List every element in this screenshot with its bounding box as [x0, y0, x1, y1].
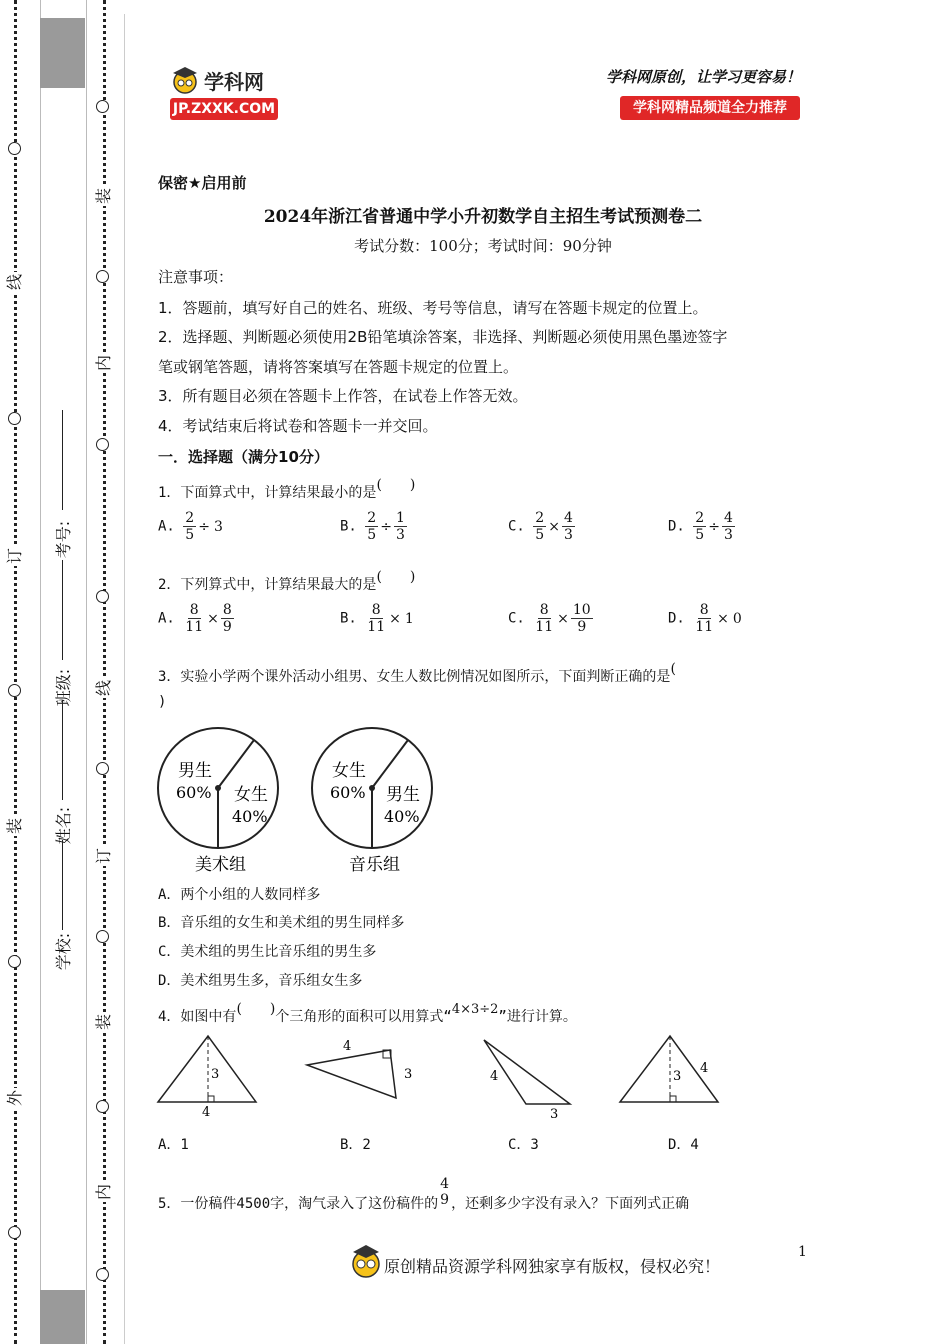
side-label: 3: [550, 1107, 559, 1120]
option-label: A.: [158, 518, 175, 535]
inner-char: 线: [94, 680, 113, 697]
option-label: C.: [508, 518, 525, 535]
question-2: [158, 569, 416, 594]
mascot-icon: [170, 64, 200, 94]
answer-paren-close: ): [158, 694, 167, 710]
answer-paren: ( ): [376, 569, 416, 585]
q2-option-b[interactable]: [340, 602, 416, 635]
numerator: 8: [189, 602, 199, 618]
outer-cut-line: [14, 0, 17, 1344]
triangles-figure: [150, 1030, 730, 1120]
option-label: B.: [340, 518, 357, 535]
logo-name: 学科网: [204, 70, 264, 94]
option-label: B.: [340, 610, 357, 627]
denominator: 5: [535, 527, 545, 543]
exam-no-field[interactable]: [62, 410, 64, 510]
operator: ×: [717, 610, 729, 627]
denominator: 11: [367, 619, 386, 635]
triangle-1: [158, 1036, 256, 1120]
numerator: 2: [695, 510, 705, 526]
operand: 3: [213, 518, 223, 535]
secret-mark: 保密★启用前: [158, 174, 247, 192]
binding-margin: [0, 0, 128, 1344]
pie-charts-figure: [150, 722, 450, 882]
class-label: 班级:: [54, 668, 73, 707]
outer-char: 线: [5, 274, 24, 291]
pie-value: 60%: [330, 783, 366, 802]
binding-circle: [96, 1100, 109, 1113]
numerator: 8: [699, 602, 709, 618]
question-stem: ”进行计算。: [498, 1009, 577, 1025]
operator: ×: [389, 610, 401, 627]
pie-music-group: [312, 728, 432, 875]
q4-option-b[interactable]: B．2: [340, 1137, 371, 1153]
page-title: 2024年浙江省普通中学小升初数学自主招生考试预测卷二: [263, 207, 703, 227]
denominator: 5: [185, 527, 195, 543]
operator: ×: [557, 610, 569, 627]
answer-paren: ( ): [236, 1001, 276, 1017]
denominator: 3: [723, 527, 733, 543]
numerator: 4: [723, 510, 733, 526]
numerator: 8: [539, 602, 549, 618]
q3-option-a[interactable]: A．两个小组的人数同样多: [158, 887, 321, 903]
denominator: 3: [395, 527, 405, 543]
inner-char: 装: [94, 188, 113, 205]
numerator: 4: [440, 1176, 450, 1192]
notice-item: 2．选择题、判断题必须使用2B铅笔填涂答案，非选择、判断题必须使用黑色墨迹签字: [158, 328, 728, 346]
numerator: 2: [367, 510, 377, 526]
answer-paren: ( ): [376, 477, 416, 493]
q1-option-c[interactable]: [508, 510, 575, 543]
operand: 0: [732, 610, 742, 627]
inner-char: 内: [94, 1184, 113, 1201]
question-stem: 1．下面算式中，计算结果最小的是: [158, 485, 377, 501]
option-label: C.: [508, 610, 525, 627]
class-field[interactable]: [62, 560, 64, 660]
denominator: 11: [535, 619, 554, 635]
q1-option-a[interactable]: [158, 510, 225, 543]
denominator: 5: [367, 527, 377, 543]
binding-circle: [96, 100, 109, 113]
copyright-text: 原创精品资源学科网独家享有版权，侵权必究！: [384, 1257, 721, 1276]
question-4: [158, 1001, 577, 1026]
binding-circle: [8, 412, 21, 425]
side-label: 3: [673, 1069, 682, 1084]
denominator: 9: [577, 619, 587, 635]
pie-caption: 美术组: [195, 855, 246, 875]
outer-char: 订: [5, 548, 24, 565]
side-label: 3: [211, 1067, 220, 1082]
notice-title: 注意事项：: [158, 268, 234, 286]
question-1: [158, 477, 416, 502]
operator: ÷: [380, 518, 392, 535]
slogan: 学科网原创，让学习更容易！: [606, 68, 802, 86]
pie-label: 女生: [234, 785, 268, 805]
operator: ×: [548, 518, 560, 535]
pie-label: 女生: [332, 761, 366, 781]
page-number: 1: [798, 1244, 807, 1260]
side-label: 4: [343, 1039, 352, 1054]
option-label: D.: [668, 610, 685, 627]
q1-option-b[interactable]: [340, 510, 407, 543]
name-label: 姓名:: [54, 806, 73, 845]
pie-caption: 音乐组: [349, 855, 400, 875]
binding-circle: [96, 270, 109, 283]
denominator: 11: [695, 619, 714, 635]
pie-value: 40%: [232, 807, 268, 826]
logo-url: JP.ZXXK.COM: [170, 98, 278, 120]
inner-char: 内: [94, 355, 113, 372]
question-stem: 4．如图中有: [158, 1009, 237, 1025]
answer-paren-open: (: [670, 661, 676, 677]
q2-option-a[interactable]: [158, 602, 234, 635]
recommend-badge: 学科网精品频道全力推荐: [620, 96, 800, 120]
notice-item: 笔或钢笔答题，请将答案填写在答题卡规定的位置上。: [158, 358, 519, 376]
binding-block-bottom: [40, 1290, 85, 1344]
notice-item: 4．考试结束后将试卷和答题卡一并交回。: [158, 417, 438, 435]
denominator: 9: [440, 1192, 450, 1208]
formula: 4×3÷2: [451, 1002, 499, 1017]
binding-circle: [96, 590, 109, 603]
numerator: 1: [395, 510, 405, 526]
numerator: 8: [371, 602, 381, 618]
question-stem: 个三角形的面积可以用算式“: [275, 1009, 452, 1025]
numerator: 2: [185, 510, 195, 526]
binding-block-top: [40, 18, 85, 88]
side-label: 4: [202, 1105, 211, 1120]
q3-option-c[interactable]: C．美术组的男生比音乐组的男生多: [158, 944, 377, 960]
question-stem: ，还剩多少字没有录入？下面列式正确: [451, 1196, 690, 1212]
binding-circle: [8, 142, 21, 155]
binding-circle: [96, 438, 109, 451]
operator: ÷: [198, 518, 210, 535]
exam-no-label: 考号:: [54, 520, 73, 559]
outer-char: 装: [5, 818, 24, 835]
question-stem: 2．下列算式中，计算结果最大的是: [158, 577, 377, 593]
numerator: 10: [572, 602, 591, 618]
school-label: 学校:: [54, 932, 73, 971]
pie-art-group: [158, 728, 278, 875]
numerator: 4: [563, 510, 573, 526]
binding-circle: [96, 762, 109, 775]
operator: ×: [207, 610, 219, 627]
exam-info: 考试分数：100分；考试时间：90分钟: [354, 237, 612, 255]
binding-circle: [8, 1226, 21, 1239]
question-5: [158, 1176, 690, 1220]
side-label: 4: [700, 1061, 709, 1076]
denominator: 3: [563, 527, 573, 543]
question-3: [158, 661, 676, 686]
inner-char: 装: [94, 1014, 113, 1031]
operator: ÷: [708, 518, 720, 535]
side-label: 3: [404, 1067, 413, 1082]
mascot-icon: [350, 1242, 382, 1278]
pie-label: 男生: [178, 761, 212, 781]
denominator: 11: [185, 619, 204, 635]
name-field[interactable]: [62, 700, 64, 800]
numerator: 2: [535, 510, 545, 526]
q4-option-d[interactable]: D．4: [668, 1137, 699, 1153]
page-border: [124, 14, 125, 1344]
q3-option-d[interactable]: D．美术组男生多，音乐组女生多: [158, 973, 363, 989]
notice-item: 3．所有题目必须在答题卡上作答，在试卷上作答无效。: [158, 387, 528, 405]
binding-circle: [8, 955, 21, 968]
option-label: A.: [158, 610, 175, 627]
q2-option-d[interactable]: [668, 602, 744, 635]
denominator: 5: [695, 527, 705, 543]
q4-option-a[interactable]: A．1: [158, 1137, 189, 1153]
school-field[interactable]: [62, 840, 64, 930]
pie-value: 60%: [176, 783, 212, 802]
inner-char: 订: [94, 848, 113, 865]
section-heading: 一．选择题（满分10分）: [158, 448, 329, 466]
triangle-4: [620, 1036, 718, 1102]
q1-option-d[interactable]: [668, 510, 735, 543]
pie-label: 男生: [386, 785, 420, 805]
binding-circle: [8, 684, 21, 697]
triangle-3: [484, 1040, 570, 1120]
binding-circle: [96, 1268, 109, 1281]
question-stem: 3．实验小学两个课外活动小组男、女生人数比例情况如图所示，下面判断正确的是: [158, 669, 671, 685]
pie-value: 40%: [384, 807, 420, 826]
q4-option-c[interactable]: C．3: [508, 1137, 539, 1153]
side-label: 4: [490, 1069, 499, 1084]
question-stem: 5．一份稿件4500字，淘气录入了这份稿件的: [158, 1196, 439, 1212]
outer-char: 外: [5, 1090, 24, 1107]
numerator: 8: [222, 602, 232, 618]
option-label: D.: [668, 518, 685, 535]
denominator: 9: [222, 619, 232, 635]
triangle-2: [307, 1039, 412, 1098]
binding-circle: [96, 930, 109, 943]
operand: 1: [404, 610, 414, 627]
notice-item: 1．答题前，填写好自己的姓名、班级、考号等信息，请写在答题卡规定的位置上。: [158, 299, 708, 317]
q2-option-c[interactable]: [508, 602, 593, 635]
q3-option-b[interactable]: B．音乐组的女生和美术组的男生同样多: [158, 915, 405, 931]
